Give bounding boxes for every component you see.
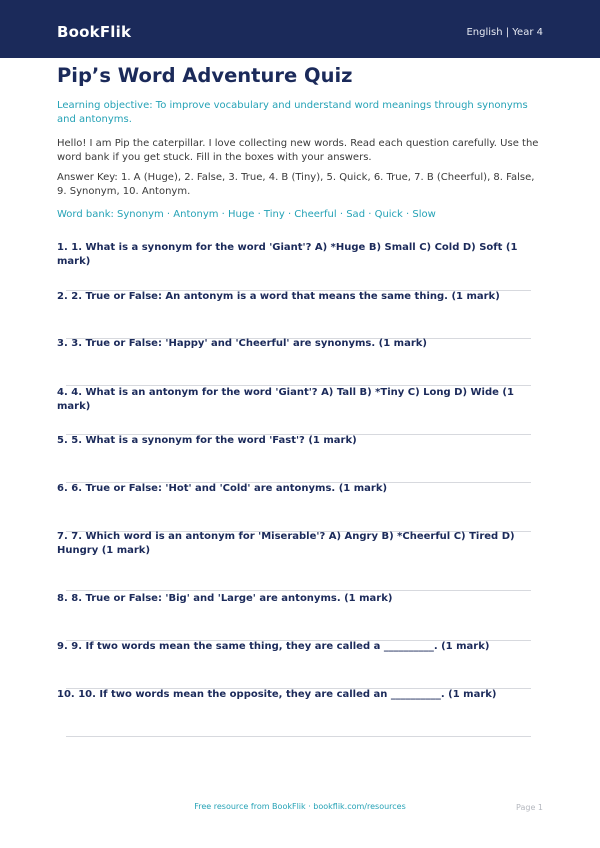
learning-objective: Learning objective: To improve vocabulary and understand word meanings through synonyms and antonyms. (57, 100, 528, 125)
word-bank: Word bank: Synonym · Antonym · Huge · Tiny · Cheerful · Sad · Quick · Slow (57, 209, 436, 220)
question-4: 4. 4. What is an antonym for the word 'Giant'? A) Tall B) *Tiny C) Long D) Wide (1 mark) (57, 387, 514, 412)
question-8: 8. 8. True or False: 'Big' and 'Large' are antonyms. (1 mark) (57, 593, 393, 604)
question-7: 7. 7. Which word is an antonym for 'Miserable'? A) Angry B) *Cheerful C) Tired D) Hungry (1 mark) (57, 531, 515, 556)
intro-text: Hello! I am Pip the caterpillar. I love collecting new words. Read each question carefully. Use the word bank if you get stuck. Fill in the boxes with your answers. (57, 138, 539, 163)
answer-key: Answer Key: 1. A (Huge), 2. False, 3. True, 4. B (Tiny), 5. Quick, 6. True, 7. B (Cheerful), 8. False, 9. Synonym, 10. Antonym. (57, 172, 535, 197)
header-bar (0, 0, 600, 58)
footer-link[interactable]: Free resource from BookFlik · bookflik.com/resources (194, 802, 406, 811)
question-9: 9. 9. If two words mean the same thing, they are called a __________. (1 mark) (57, 641, 490, 652)
question-6: 6. 6. True or False: 'Hot' and 'Cold' are antonyms. (1 mark) (57, 483, 388, 494)
brand-logo[interactable]: BookFlik (57, 23, 132, 41)
question-5: 5. 5. What is a synonym for the word 'Fast'? (1 mark) (57, 435, 357, 446)
question-2: 2. 2. True or False: An antonym is a word that means the same thing. (1 mark) (57, 291, 500, 302)
question-3: 3. 3. True or False: 'Happy' and 'Cheerful' are synonyms. (1 mark) (57, 338, 427, 349)
answer-line-7[interactable] (66, 590, 531, 591)
question-1: 1. 1. What is a synonym for the word 'Giant'? A) *Huge B) Small C) Cold D) Soft (1 mark) (57, 242, 518, 267)
page-number: Page 1 (516, 803, 543, 812)
page-title: Pip’s Word Adventure Quiz (57, 64, 353, 87)
answer-line-10[interactable] (66, 736, 531, 737)
question-10: 10. 10. If two words mean the opposite, they are called an __________. (1 mark) (57, 689, 497, 700)
subject-year-label: English | Year 4 (466, 27, 543, 38)
